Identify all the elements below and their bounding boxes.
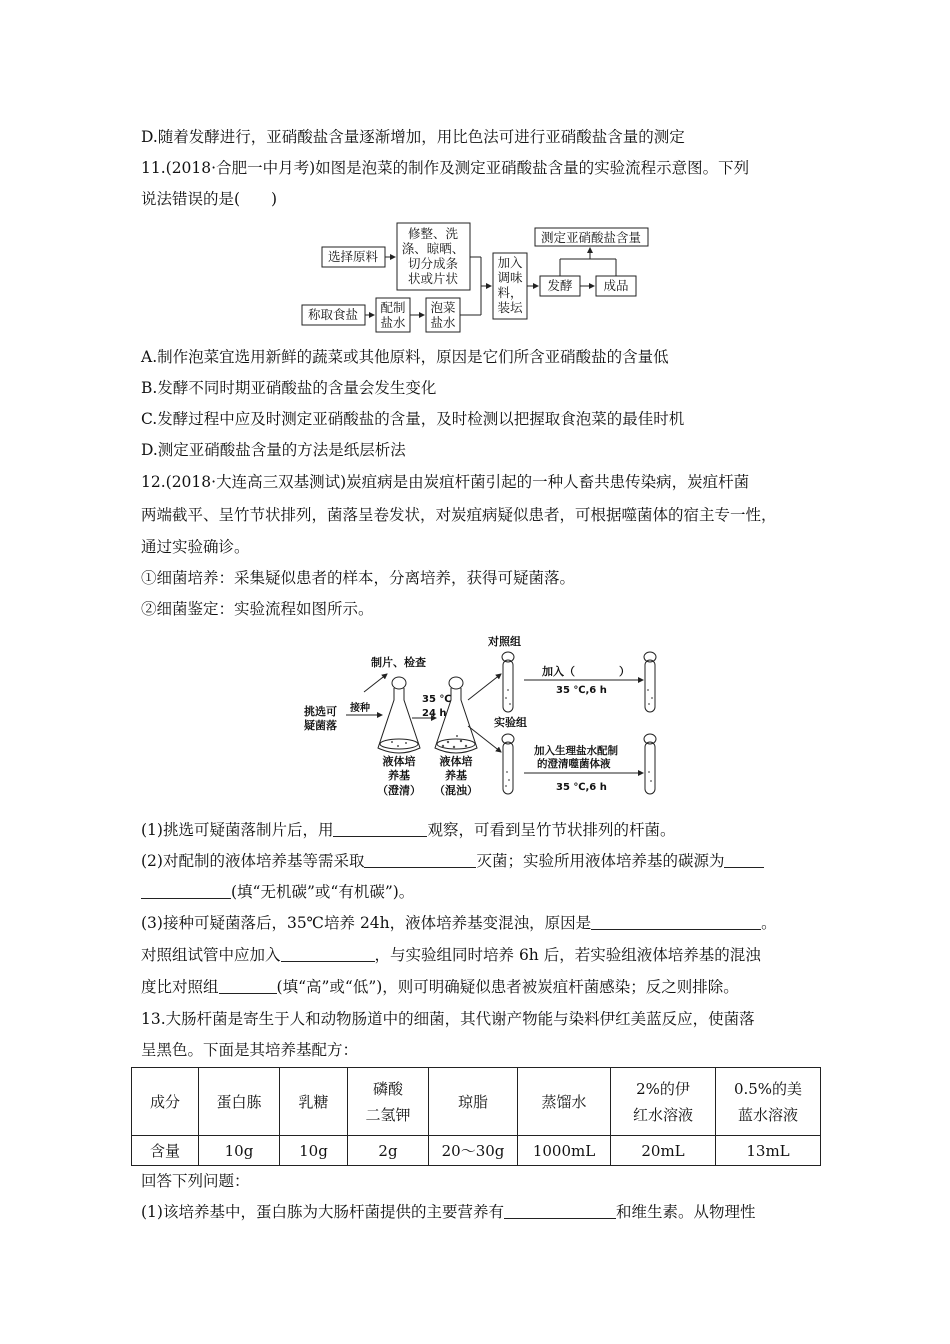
lab-cond: 24 h <box>422 708 447 719</box>
table-cell: 10g <box>199 1136 280 1166</box>
flow-weigh: 称取食盐 <box>307 307 359 322</box>
answer-prompt: 回答下列问题： <box>141 1172 250 1190</box>
part-3-text: 度比对照组 <box>141 978 219 996</box>
flow-brine2: 泡菜 <box>430 300 456 315</box>
table-cell: 13mL <box>716 1136 821 1166</box>
flask2-label: 养基 <box>445 769 467 782</box>
step-1: ①细菌培养：采集疑似患者的样本，分离培养，获得可疑菌落。 <box>141 569 576 587</box>
flow-product: 成品 <box>603 278 629 293</box>
flow-measure: 测定亚硝酸盐含量 <box>540 230 642 245</box>
lab-exp: 实验组 <box>494 716 527 729</box>
question-11-line1: 11.(2018·合肥一中月考)如图是泡菜的制作及测定亚硝酸盐含量的实验流程示意图。下列 <box>141 159 750 177</box>
table-cell: 20～30g <box>429 1136 518 1166</box>
table-cell: 2g <box>348 1136 429 1166</box>
table-cell: 乳糖 <box>280 1068 348 1136</box>
table-cell-line: 红水溶液 <box>632 1105 693 1124</box>
answer-blank[interactable] <box>141 883 231 899</box>
question-11-line2: 说法错误的是( ) <box>141 190 278 208</box>
table-cell <box>716 1068 821 1136</box>
answer-blank[interactable] <box>591 914 761 930</box>
question-12-line2: 两端截平、呈竹节状排列，菌落呈卷发状，对炭疽病疑似患者，可根据噬菌体的宿主专一性， <box>141 506 777 524</box>
answer-blank[interactable] <box>281 946 375 962</box>
flow-add: 加入 <box>497 255 523 270</box>
table-cell: 琼脂 <box>429 1068 518 1136</box>
table-row <box>132 1068 821 1136</box>
answer-blank[interactable] <box>724 852 764 868</box>
lab-control: 对照组 <box>488 635 521 648</box>
flow-brine1: 配制 <box>380 300 406 315</box>
flow-brine2: 盐水 <box>430 315 456 330</box>
flow-prep: 涤、晾晒、 <box>401 241 465 256</box>
pickle-flowchart <box>290 218 660 338</box>
flow-prep: 切分成条 <box>407 256 459 271</box>
medium-recipe-table <box>131 1067 821 1166</box>
table-cell: 20mL <box>611 1136 716 1166</box>
lab-pick: 疑菌落 <box>304 719 337 732</box>
flow-select: 选择原料 <box>327 249 379 264</box>
q13-part-1-text: (1)该培养基中，蛋白胨为大肠杆菌提供的主要营养有 <box>141 1203 504 1221</box>
table-cell <box>611 1068 716 1136</box>
lab-add-exp: 加入生理盐水配制 <box>534 745 618 757</box>
part-3-text: 对照组试管中应加入 <box>141 946 281 964</box>
lab-cond: 35 ℃,6 h <box>556 685 607 696</box>
flow-prep: 状或片状 <box>407 271 459 286</box>
flask1-label: 液体培 <box>382 755 416 768</box>
question-12-line1: 12.(2018·大连高三双基测试)炭疽病是由炭疽杆菌引起的一种人畜共患传染病，炭疽杆菌 <box>141 473 750 491</box>
lab-add-control: 加入（ ） <box>542 665 630 678</box>
answer-blank[interactable] <box>219 978 277 994</box>
table-cell: 蛋白胨 <box>199 1068 280 1136</box>
lab-cond: 35 ℃ <box>422 694 452 705</box>
table-cell-line: 二氢钾 <box>365 1105 411 1124</box>
part-3 <box>141 913 777 933</box>
part-2 <box>141 851 764 871</box>
lab-add-exp: 的澄清噬菌体液 <box>537 758 611 770</box>
table-cell: 成分 <box>132 1068 199 1136</box>
flow-add: 调味 <box>497 270 523 285</box>
part-3-text: (3)接种可疑菌落后，35℃培养 24h，液体培养基变混浊，原因是 <box>141 914 592 932</box>
option-d: D.测定亚硝酸盐含量的方法是纸层析法 <box>141 441 406 459</box>
part-3-cont2 <box>141 977 739 997</box>
question-12-line3: 通过实验确诊。 <box>141 538 250 556</box>
step-2: ②细菌鉴定：实验流程如图所示。 <box>141 600 374 618</box>
flask1-label: （澄清） <box>377 784 421 797</box>
lab-inoculate: 接种 <box>350 703 370 714</box>
part-3-text: (填“高”或“低”)，则可明确疑似患者被炭疽杆菌感染；反之则排除。 <box>276 978 739 996</box>
part-3-text: 。 <box>761 914 777 932</box>
q13-part-1 <box>141 1202 755 1222</box>
option-b: B.发酵不同时期亚硝酸盐的含量会发生变化 <box>141 379 437 397</box>
table-cell-line: 0.5%的美 <box>733 1079 803 1098</box>
table-cell <box>348 1068 429 1136</box>
question-13-line2: 呈黑色。下面是其培养基配方： <box>141 1041 359 1059</box>
q13-part-1-text: 和维生素。从物理性 <box>615 1203 756 1221</box>
phage-experiment-figure <box>298 630 668 802</box>
flow-brine1: 盐水 <box>380 315 406 330</box>
lab-slide: 制片、检查 <box>371 656 426 669</box>
part-2-text: (填“无机碳”或“有机碳”)。 <box>231 883 415 901</box>
option-a: A.制作泡菜宜选用新鲜的蔬菜或其他原料，原因是它们所含亚硝酸盐的含量低 <box>141 348 669 366</box>
option-d-previous: D.随着发酵进行，亚硝酸盐含量逐渐增加，用比色法可进行亚硝酸盐含量的测定 <box>141 128 685 146</box>
table-cell: 10g <box>280 1136 348 1166</box>
flow-ferment: 发酵 <box>547 278 573 293</box>
part-1-text: (1)挑选可疑菌落制片后，用 <box>141 821 334 839</box>
flow-prep: 修整、洗 <box>407 226 459 241</box>
flask1-label: 养基 <box>388 769 410 782</box>
flask2-label: 液体培 <box>439 755 473 768</box>
table-cell-line: 磷酸 <box>372 1079 403 1098</box>
flow-add: 料， <box>497 285 523 300</box>
answer-blank[interactable] <box>504 1203 616 1219</box>
part-3-text: ，与实验组同时培养 6h 后，若实验组液体培养基的混浊 <box>374 946 761 964</box>
part-2-text: 灭菌；实验所用液体培养基的碳源为 <box>476 852 725 870</box>
table-cell: 蒸馏水 <box>518 1068 611 1136</box>
table-cell: 1000mL <box>518 1136 611 1166</box>
table-cell: 含量 <box>132 1136 199 1166</box>
part-2-text: (2)对配制的液体培养基等需采取 <box>141 852 365 870</box>
part-2-cont <box>141 882 414 902</box>
answer-blank[interactable] <box>364 852 476 868</box>
answer-blank[interactable] <box>333 821 427 837</box>
option-c: C.发酵过程中应及时测定亚硝酸盐的含量，及时检测以把握取食泡菜的最佳时机 <box>141 410 685 428</box>
table-cell-line: 2%的伊 <box>636 1079 690 1098</box>
lab-cond: 35 ℃,6 h <box>556 782 607 793</box>
flow-add: 装坛 <box>497 300 523 315</box>
lab-pick: 挑选可 <box>304 705 337 718</box>
table-row <box>132 1136 821 1166</box>
table-cell-line: 蓝水溶液 <box>737 1105 798 1124</box>
flask2-label: （混浊） <box>434 784 478 797</box>
part-1 <box>141 820 675 840</box>
part-1-text: 观察，可看到呈竹节状排列的杆菌。 <box>427 821 676 839</box>
part-3-cont <box>141 945 761 965</box>
question-13-line1: 13.大肠杆菌是寄生于人和动物肠道中的细菌，其代谢产物能与染料伊红美蓝反应，使菌落 <box>141 1010 755 1028</box>
